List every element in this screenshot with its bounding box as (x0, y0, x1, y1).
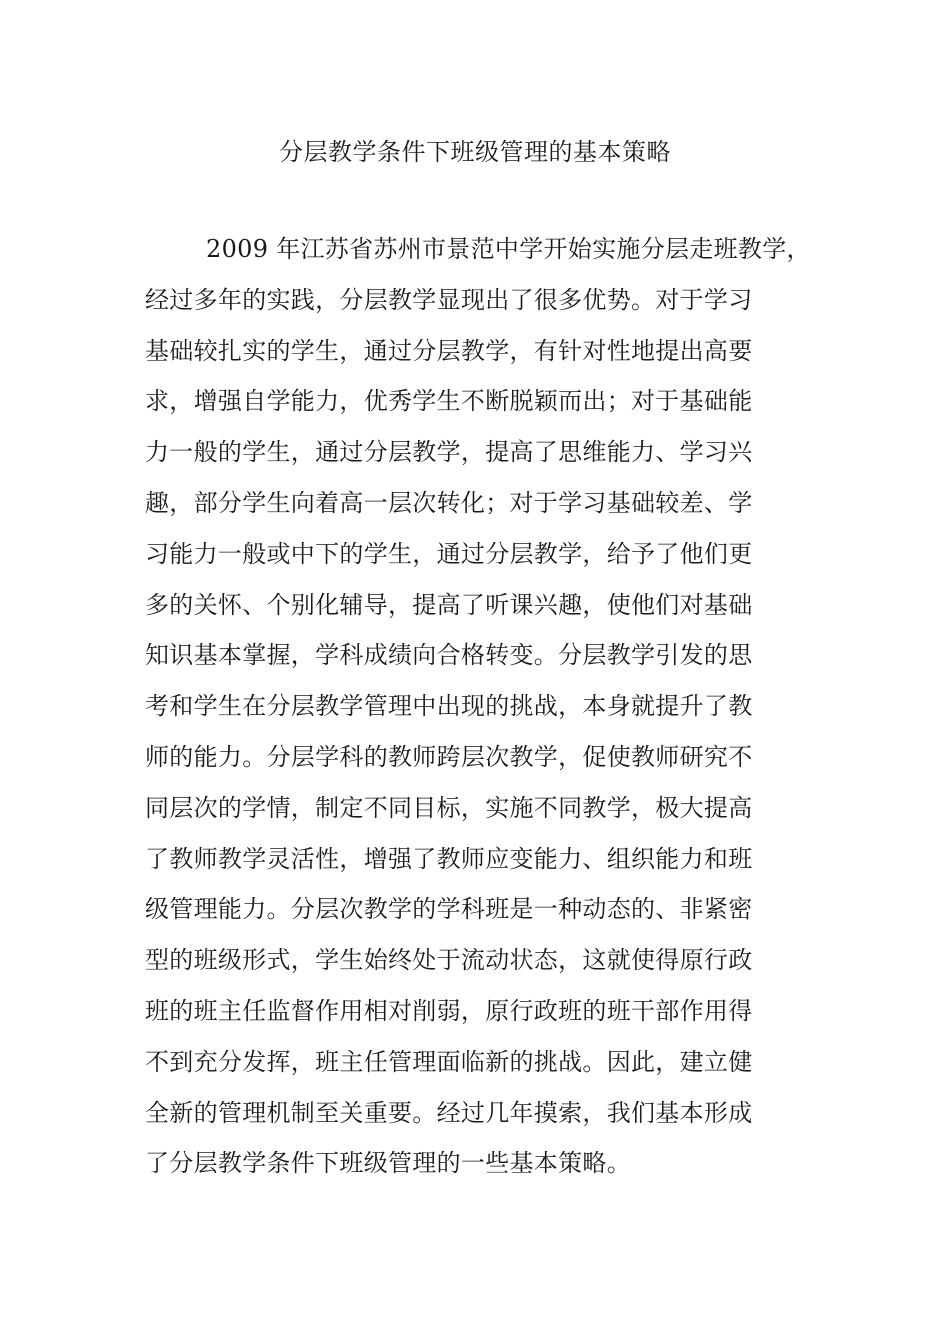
paragraph-line: 型的班级形式，学生始终处于流动状态，这就使得原行政 (145, 946, 753, 975)
paragraph-line: 同层次的学情，制定不同目标，实施不同教学，极大提高 (145, 793, 753, 822)
paragraph-line: 了分层教学条件下班级管理的一些基本策略。 (145, 1149, 631, 1178)
paragraph-line: 求，增强自学能力，优秀学生不断脱颖而出；对于基础能 (145, 387, 753, 416)
paragraph-line: 全新的管理机制至关重要。经过几年摸索，我们基本形成 (145, 1098, 753, 1127)
paragraph-line: 考和学生在分层教学管理中出现的挑战，本身就提升了教 (145, 692, 753, 721)
paragraph-line: 知识基本掌握，学科成绩向合格转变。分层教学引发的思 (145, 641, 753, 670)
paragraph-line: 多的关怀、个别化辅导，提高了听课兴趣，使他们对基础 (145, 590, 753, 619)
paragraph-line: 师的能力。分层学科的教师跨层次教学，促使教师研究不 (145, 742, 753, 771)
paragraph-line: 了教师教学灵活性，增强了教师应变能力、组织能力和班 (145, 844, 753, 873)
document-title: 分层教学条件下班级管理的基本策略 (279, 138, 671, 166)
paragraph-line: 趣，部分学生向着高一层次转化；对于学习基础较差、学 (145, 488, 753, 517)
paragraph-line: 级管理能力。分层次教学的学科班是一种动态的、非紧密 (145, 895, 753, 924)
paragraph-line: 不到充分发挥，班主任管理面临新的挑战。因此，建立健 (145, 1047, 753, 1076)
paragraph-line: 2009 年江苏省苏州市景范中学开始实施分层走班教学， (206, 235, 811, 263)
paragraph-line: 力一般的学生，通过分层教学，提高了思维能力、学习兴 (145, 438, 753, 467)
paragraph-line: 基础较扎实的学生，通过分层教学，有针对性地提出高要 (145, 336, 753, 365)
body-paragraph (145, 224, 811, 1189)
paragraph-line: 班的班主任监督作用相对削弱，原行政班的班干部作用得 (145, 996, 753, 1025)
paragraph-line: 经过多年的实践，分层教学显现出了很多优势。对于学习 (145, 285, 753, 314)
paragraph-line: 习能力一般或中下的学生，通过分层教学，给予了他们更 (145, 539, 753, 568)
